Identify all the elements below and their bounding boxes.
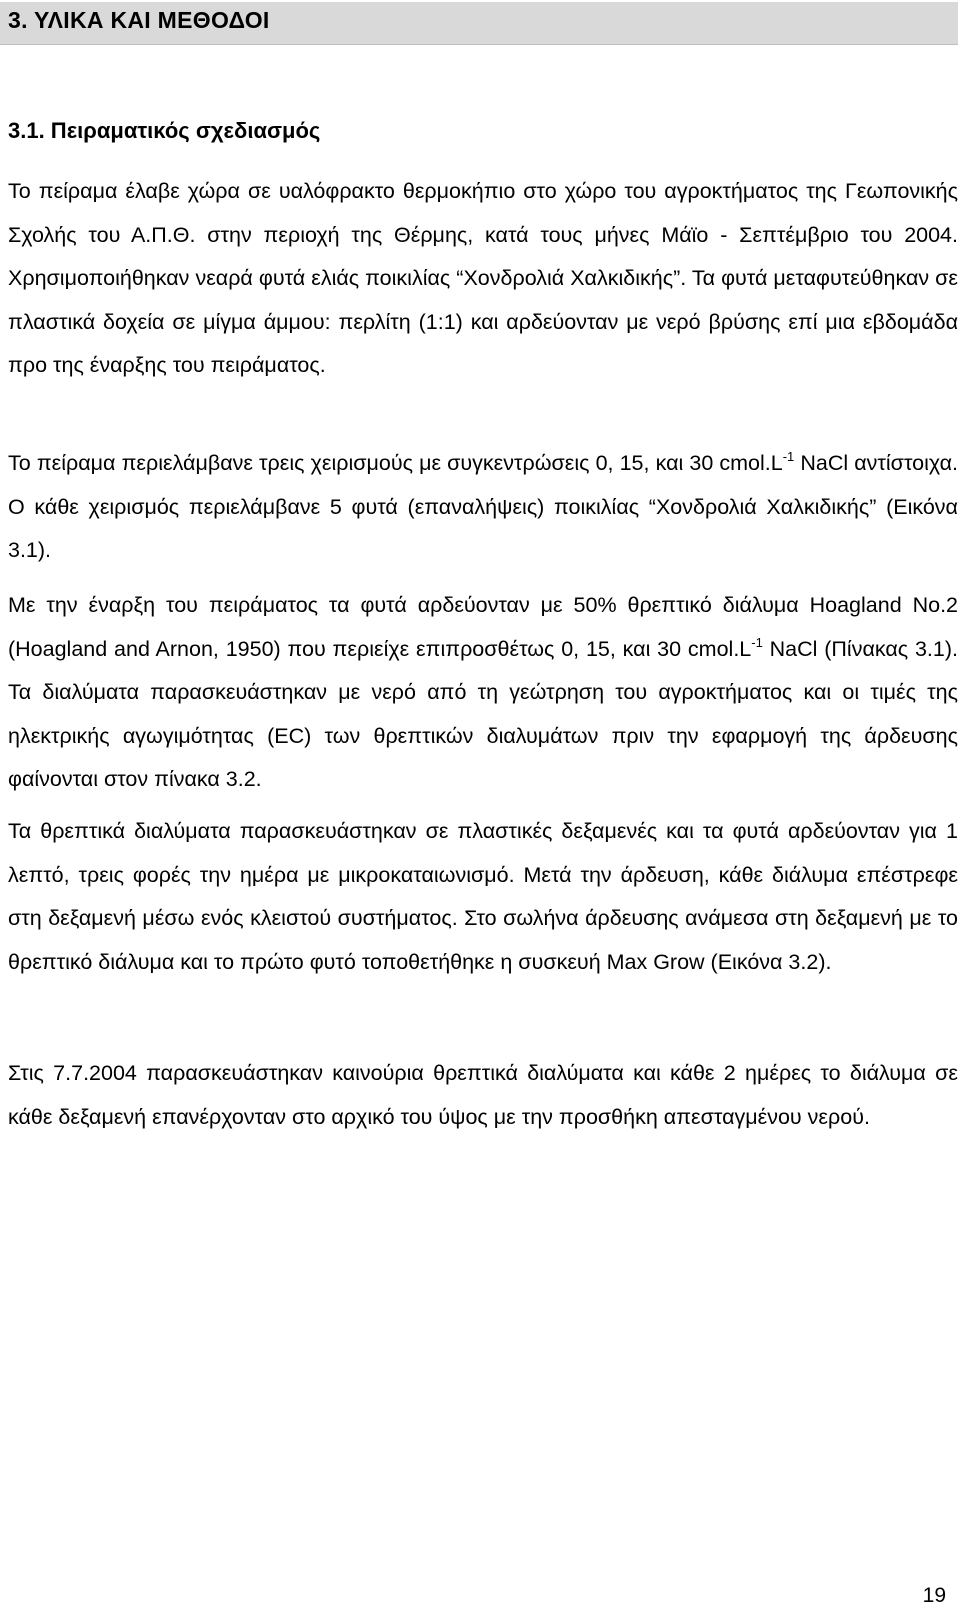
paragraph-2-text-b: NaCl αντίστοιχα. Ο κάθε χειρισμός περιελάμβανε 5 φυτά (επαναλήψεις) ποικιλίας “Χονδρολιά Χαλκιδικής” (Εικόνα 3.1). bbox=[8, 451, 958, 562]
paragraph-2 bbox=[8, 442, 958, 573]
chapter-header bbox=[0, 2, 958, 45]
paragraph-4: Τα θρεπτικά διαλύματα παρασκευάστηκαν σε πλαστικές δεξαμενές και τα φυτά αρδεύονταν για 1 λεπτό, τρεις φορές την ημέρα με μικροκαταιωνισμό. Μετά την άρδευση, κάθε διάλυμα επέστρεφε στη δεξαμενή μέσω ενός κλειστού συστήματος. Στο σωλήνα άρδευσης ανάμεσα στη δεξαμενή με το θρεπτικό διάλυμα και το πρώτο φυτό τοποθετήθηκε η συσκευή Max Grow (Εικόνα 3.2). bbox=[8, 819, 958, 974]
paragraph-3 bbox=[8, 584, 958, 802]
paragraph-1: Το πείραμα έλαβε χώρα σε υαλόφρακτο θερμοκήπιο στο χώρο του αγροκτήματος της Γεωπονικής Σχολής του Α.Π.Θ. στην περιοχή της Θέρμης, κατά τους μήνες Μάϊο - Σεπτέμβριο του 2004. Χρησιμοποιήθηκαν νεαρά φυτά ελιάς ποικιλίας “Χονδρολιά Χαλκιδικής”. Τα φυτά μεταφυτεύθηκαν σε πλαστικά δοχεία σε μίγμα άμμου: περλίτη (1:1) και αρδεύονταν με νερό βρύσης επί μια εβδομάδα προ της έναρξης του πειράματος. bbox=[8, 179, 958, 377]
paragraph-2-superscript: -1 bbox=[782, 449, 795, 464]
paragraph-5: Στις 7.7.2004 παρασκευάστηκαν καινούρια θρεπτικά διαλύματα και κάθε 2 ημέρες το διάλυμα σε κάθε δεξαμενή επανέρχονταν στο αρχικό του ύψος με την προσθήκη απεσταγμένου νερού. bbox=[8, 1061, 958, 1129]
paragraph-3-text-a: Με την έναρξη του πειράματος τα φυτά αρδεύονταν με 50% θρεπτικό διάλυμα Hoagland No.2 (Hoagland and Arnon, 1950) που περιείχε επιπροσθέτως 0, 15, και 30 cmol.L bbox=[8, 593, 958, 661]
paragraph-3-text-b: NaCl (Πίνακας 3.1). Τα διαλύματα παρασκευάστηκαν με νερό από τη γεώτρηση του αγροκτήματος και οι τιμές της ηλεκτρικής αγωγιμότητας (EC) των θρεπτικών διαλυμάτων πριν την εφαρμογή της άρδευσης φαίνονται στον πίνακα 3.2. bbox=[8, 636, 958, 791]
chapter-title: 3. ΥΛΙΚΑ ΚΑΙ ΜΕΘΟΔΟΙ bbox=[8, 7, 270, 33]
section-title: 3.1. Πειραματικός σχεδιασμός bbox=[8, 118, 321, 143]
paragraph-3-superscript: -1 bbox=[751, 634, 763, 650]
page-number: 19 bbox=[922, 1584, 946, 1607]
paragraph-2-text-a: Το πείραμα περιελάμβανε τρεις χειρισμούς με συγκεντρώσεις 0, 15, και 30 cmol.L bbox=[8, 451, 783, 475]
